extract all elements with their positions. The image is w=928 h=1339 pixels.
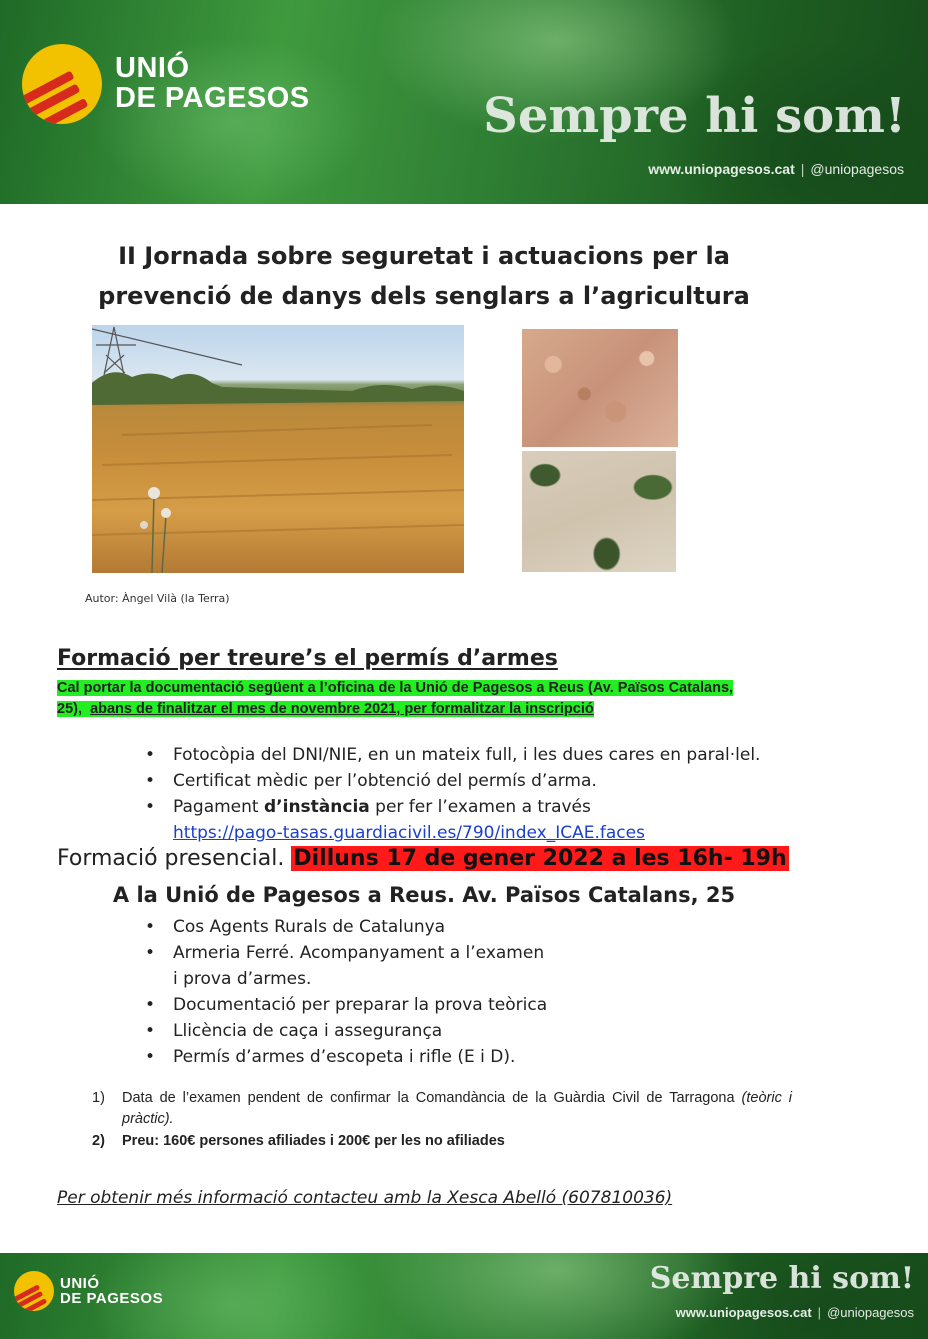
list-item: • Certificat mèdic per l’obtenció del permís d’arma.	[145, 771, 597, 791]
header-separator: |	[800, 161, 805, 177]
section-title: Formació per treure’s el permís d’armes	[57, 646, 558, 671]
list-item: • Armeria Ferré. Acompanyament a l’examen i prova d’armes.	[0, 940, 547, 992]
footer-logo-line1: UNIÓ	[60, 1274, 100, 1292]
header-banner	[0, 0, 928, 204]
training-date: Dilluns 17 de gener 2022 a les 16h- 19h	[293, 846, 787, 871]
doc-item-1: Fotocòpia del DNI/NIE, en un mateix full, i les dues cares en paral·lel.	[173, 745, 761, 765]
training-place: A la Unió de Pagesos a Reus. Av. Països Catalans, 25	[112, 883, 736, 907]
damaged-plants-photo	[522, 451, 676, 572]
documents-list	[0, 742, 760, 846]
training-item-5: Permís d’armes d’escopeta i rifle (E i D).	[173, 1047, 516, 1067]
note-2-text: Preu: 160€ persones afiliades i 200€ per les no afiliades	[122, 1133, 505, 1149]
doc-item-3c: per fer l’examen a través	[369, 797, 591, 817]
footer-logo-text	[60, 1276, 163, 1307]
training-item-1: Cos Agents Rurals de Catalunya	[173, 917, 446, 937]
training-list	[0, 914, 547, 1070]
logo-emblem-icon	[22, 44, 102, 124]
footer-logo-emblem-icon	[14, 1271, 54, 1311]
list-item: • Documentació per preparar la prova teòrica	[145, 995, 548, 1015]
header-contact-line	[648, 161, 904, 177]
footer-logo-line2: DE PAGESOS	[60, 1290, 164, 1307]
header-social-handle[interactable]: @uniopagesos	[810, 161, 904, 177]
training-item-3: Documentació per preparar la prova teòrica	[173, 995, 548, 1015]
doc-item-3b: d’instància	[263, 797, 370, 817]
note-1-italic: (teòric i pràctic).	[122, 1090, 792, 1127]
training-item-4: Llicència de caça i assegurança	[173, 1021, 443, 1041]
notice-part1: Cal portar la documentació següent a l’oficina de la Unió de Pagesos a Reus (Av. Països Catalans, 25),	[57, 680, 734, 717]
wheat-field-photo	[92, 325, 464, 573]
list-item: • Cos Agents Rurals de Catalunya	[145, 917, 446, 937]
note-1-text: Data de l’examen pendent de confirmar la Comandància de la Guàrdia Civil de Tarragona	[122, 1090, 735, 1106]
training-item-2b: i prova d’armes.	[173, 969, 312, 989]
page-title	[60, 236, 788, 316]
note-2	[92, 1131, 792, 1152]
payment-link[interactable]: https://pago-tasas.guardiacivil.es/790/index_ICAE.faces	[173, 823, 645, 843]
doc-item-2: Certificat mèdic per l’obtenció del permís d’arma.	[173, 771, 597, 791]
training-item-2a: Armeria Ferré. Acompanyament a l’examen	[173, 943, 545, 963]
notice-deadline: abans de finalitzar el mes de novembre 2021, per formalitzar la inscripció	[90, 701, 594, 717]
header-logo[interactable]	[22, 44, 310, 124]
list-item: • Pagament d’instància per fer l’examen a través https://pago-tasas.guardiacivil.es/790/index_ICAE.faces	[145, 797, 645, 843]
doc-item-3a: Pagament	[173, 797, 264, 817]
header-slogan: Sempre hi som!	[483, 88, 906, 144]
footer-website-link[interactable]: www.uniopagesos.cat	[675, 1305, 812, 1320]
footer-contact-line	[676, 1305, 914, 1320]
footer-banner	[0, 1253, 928, 1339]
training-label: Formació presencial.	[57, 846, 285, 871]
footnotes	[92, 1088, 792, 1153]
footer-social-handle[interactable]: @uniopagesos	[827, 1305, 914, 1320]
note-1	[92, 1088, 792, 1130]
logo-line2: DE PAGESOS	[115, 82, 310, 114]
disturbed-soil-photo	[522, 329, 678, 447]
title-line1: II Jornada sobre seguretat i actuacions per la	[118, 242, 730, 270]
title-line2: prevenció de danys dels senglars a l’agricultura	[98, 282, 750, 310]
note-2-number: 2)	[92, 1133, 105, 1149]
training-line	[57, 846, 789, 871]
note-1-number: 1)	[92, 1090, 105, 1106]
registration-notice	[57, 678, 797, 720]
logo-line1: UNIÓ	[115, 52, 190, 85]
photo-credit: Autor: Àngel Vilà (la Terra)	[85, 592, 230, 605]
list-item: • Fotocòpia del DNI/NIE, en un mateix full, i les dues cares en paral·lel.	[145, 745, 761, 765]
footer-logo[interactable]	[14, 1271, 163, 1311]
logo-text	[115, 54, 310, 113]
footer-separator: |	[817, 1305, 822, 1320]
contact-info: Per obtenir més informació contacteu amb la Xesca Abelló (607810036)	[57, 1188, 673, 1208]
header-website-link[interactable]: www.uniopagesos.cat	[648, 161, 795, 177]
footer-slogan: Sempre hi som!	[649, 1261, 914, 1296]
list-item: • Llicència de caça i assegurança	[145, 1021, 443, 1041]
list-item: • Permís d’armes d’escopeta i rifle (E i D).	[145, 1047, 516, 1067]
